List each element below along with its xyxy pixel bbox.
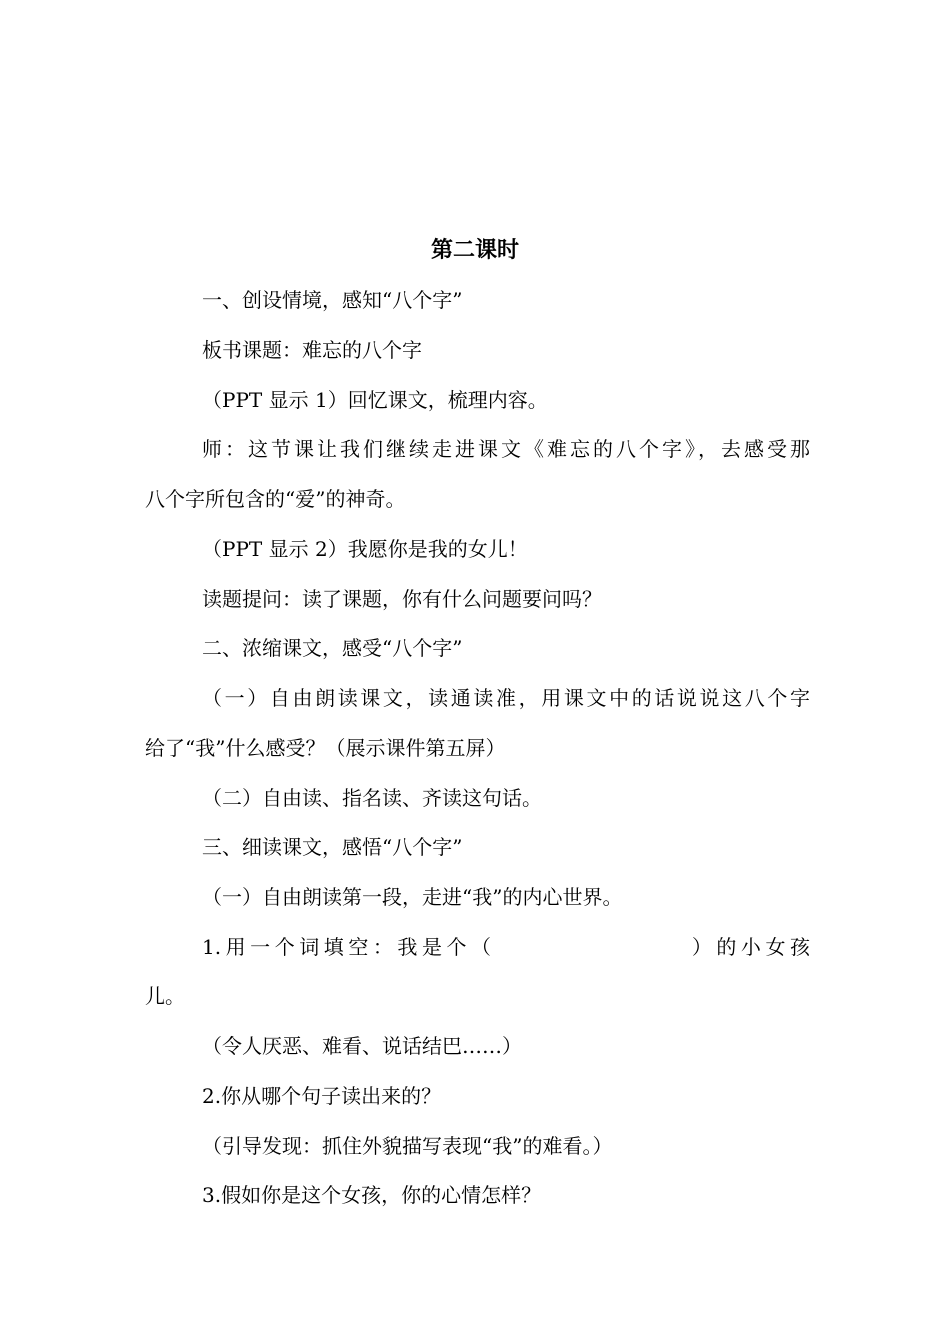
paragraph-continuation: 儿。 <box>145 984 185 1008</box>
page-title: 第二课时 <box>430 238 519 263</box>
section-heading-1: 一、创设情境，感知“八个字” <box>202 288 463 312</box>
paragraph: （PPT 显示 1）回忆课文，梳理内容。 <box>202 388 548 412</box>
paragraph: （令人厌恶、难看、说话结巴……） <box>202 1034 522 1058</box>
paragraph: （一）自由朗读课文，读通读准，用课文中的话说说这八个字 <box>202 686 810 710</box>
paragraph: （PPT 显示 2）我愿你是我的女儿！ <box>202 537 528 561</box>
section-heading-2: 二、浓缩课文，感受“八个字” <box>202 636 463 660</box>
section-heading-3: 三、细读课文，感悟“八个字” <box>202 835 463 859</box>
paragraph-continuation: 八个字所包含的“爱”的神奇。 <box>145 487 406 511</box>
paragraph: （一）自由朗读第一段，走进“我”的内心世界。 <box>202 885 623 909</box>
paragraph: 板书课题：难忘的八个字 <box>202 338 422 362</box>
question: 3.假如你是这个女孩，你的心情怎样？ <box>202 1183 542 1207</box>
paragraph: （引导发现：抓住外貌描写表现“我”的难看。） <box>202 1134 613 1158</box>
question: 2.你从哪个句子读出来的？ <box>202 1084 442 1108</box>
paragraph-continuation: 给了“我”什么感受？（展示课件第五屏） <box>145 736 506 760</box>
fill-in-question: 1.用一个词填空：我是个（ ）的小女孩 <box>202 935 810 959</box>
paragraph: 师：这节课让我们继续走进课文《难忘的八个字》，去感受那 <box>202 437 810 461</box>
paragraph: 读题提问：读了课题，你有什么问题要问吗？ <box>202 587 602 611</box>
paragraph: （二）自由读、指名读、齐读这句话。 <box>202 786 542 810</box>
